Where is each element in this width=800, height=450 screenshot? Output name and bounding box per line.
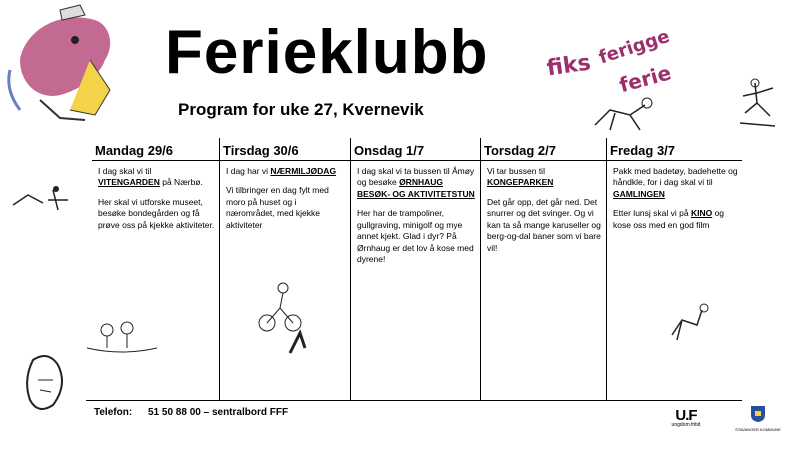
text-segment: på Nærbø. [159,177,203,188]
activity-highlight: KONGEPARKEN [487,177,554,188]
week-schedule [92,138,742,400]
day-paragraph [613,166,738,200]
day-column-thursday [480,138,606,400]
uf-logo [666,408,706,428]
rat-character-illustration [0,0,140,125]
text-segment: Etter lunsj skal vi på [613,208,691,219]
day-description: Her har de trampoliner, gullgraving, minigolf og mye annet kjekt. Glad i dyr? På Ørnhaug er det lov å kose med dyrene! [357,208,474,265]
day-description: Vi tilbringer en dag fylt med moro på huset og i nærområdet, med kjekke aktiviteter [226,185,329,230]
municipality-logo [728,405,788,432]
activity-highlight: KINO [690,208,713,219]
day-column-monday [92,138,219,400]
day-paragraph [357,166,476,200]
day-heading: Mandag 29/6 [92,138,219,161]
character-bottom-left-illustration [18,350,78,420]
day-paragraph [487,166,602,189]
skater-illustration [735,78,780,133]
day-paragraph [226,166,346,177]
day-column-wednesday [350,138,480,400]
running-figure-illustration [585,95,655,135]
day-column-tuesday [219,138,350,400]
day-heading: Tirsdag 30/6 [220,138,350,161]
text-segment: I dag skal vi ta bussen til Åmøy og besøke [357,166,475,188]
day-description: Det går opp, det går ned. Det snurrer og det svinger. Og vi kan ta så mange karuseller og berg-og-dal baner som vi bare vil! [487,196,601,253]
municipality-name: STAVANGER KOMMUNE [735,427,781,432]
title-text: Ferieklubb [165,18,489,87]
activity-highlight: GAMLINGEN [613,188,665,199]
activity-highlight: NÆRMILJØDAG [270,166,337,176]
slogan-line-3: ferie [616,60,674,98]
figures-left-illustration [8,185,78,215]
day-column-friday [606,138,742,400]
activity-highlight: VITENGARDEN [98,177,160,188]
page-subtitle: Program for uke 27, Kvernevik [178,100,424,119]
coat-of-arms-icon [750,405,766,423]
day-heading: Onsdag 1/7 [351,138,480,161]
text-segment: I dag har vi [226,166,271,176]
text-segment: Pakk med badetøy, badehette og håndkle, for i dag skal vi til [613,166,738,188]
day-description: Her skal vi utforske museet, besøke bondegården og få prøve oss på kjekke aktiviteter. [98,196,215,230]
activity-highlight: ØRNHAUG BESØK- OG AKTIVITETSTUN [357,177,475,199]
phone-label: Telefon: [94,407,133,418]
text-segment: Vi tar bussen til [487,166,545,176]
slogan-logo [545,28,705,98]
phone-number: 51 50 88 00 – sentralbord FFF [148,407,289,418]
slogan-line-1: fiks [545,50,593,82]
text-segment: og kose oss med en god film [613,208,725,230]
uf-logo-text: U.F [675,407,697,424]
slogan-line-2: ferigge [596,28,673,69]
day-paragraph [613,208,738,231]
day-paragraph [98,166,215,189]
footer-divider [86,400,742,401]
uf-logo-caption: ungdom.fritid [671,422,701,428]
text-segment: I dag skal vi til [98,166,152,176]
day-heading: Torsdag 2/7 [481,138,606,161]
day-heading: Fredag 3/7 [607,138,742,161]
